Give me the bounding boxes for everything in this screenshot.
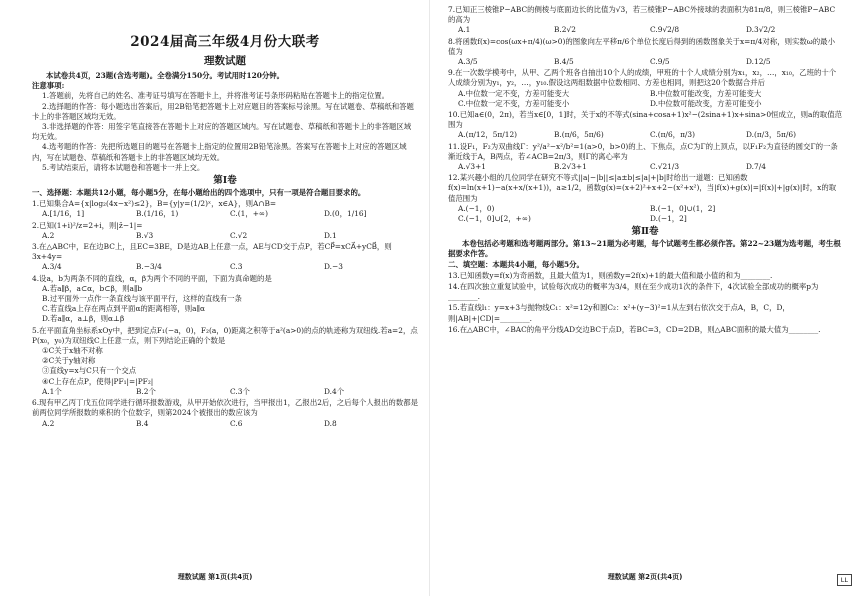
question-stem: 4.设a，b为两条不同的直线，α，β为两个不同的平面，下面为真命题的是: [32, 273, 272, 283]
option-item: B.过平面外一点作一条直线与该平面平行，这样的直线有一条: [42, 294, 242, 304]
question-sub-item: ①C关于x轴不对称: [42, 346, 103, 356]
question: [448, 68, 842, 109]
option-list: [448, 25, 842, 35]
option-item: A.2: [42, 418, 55, 428]
question: [448, 110, 842, 141]
question: [448, 5, 842, 36]
note-item: 3.非选择题的作答：用签字笔直接答在答题卡上对应的答题区域内。写在试题卷、草稿纸和答题卡上的非答题区域均无效。: [32, 122, 412, 142]
question-stem: 11.设F₁，F₂为双曲线Γ：y²/a²−x²/b²=1(a>0，b>0)的上、下焦点，点C为Γ的上顶点，以F₁F₂为直径的圆交Γ的一条渐近线于A，B两点，若∠ACB=2π/3，则Γ的离心率为: [448, 141, 838, 161]
option-list: [448, 130, 842, 140]
option-item: B.√3: [136, 230, 154, 240]
right-column: [448, 4, 842, 335]
footer-right: 理数试题 第2页(共4页): [607, 573, 683, 581]
option-item: D.1: [324, 230, 337, 240]
option-item: B.2√2: [554, 25, 576, 35]
question-stem: 7.已知正三棱锥P−ABC的侧棱与底面边长的比值为√3，若三棱锥P−ABC外接球的表面积为81π/8，则三棱锥P−ABC的高为: [448, 5, 836, 25]
option-item: A.3/5: [458, 57, 478, 67]
option-item: D.4个: [324, 386, 345, 396]
fill-question: 14.在四次独立重复试验中，试验每次成功的概率为3/4，则在至少成功1次的条件下，4次试验全部成功的概率p为________.: [448, 282, 819, 302]
option-item: D.8: [324, 418, 337, 428]
option-list: [448, 162, 842, 172]
exam-title: 2024届高三年级4月份大联考: [130, 34, 320, 50]
option-item: B.(−1，0]∪(1，2]: [650, 203, 716, 213]
option-item: D.(π/3，5π/6): [746, 130, 796, 140]
option-item: B.−3/4: [136, 262, 162, 272]
option-item: C.√21/3: [650, 162, 680, 172]
option-item: A.1个: [42, 386, 62, 396]
option-item: C.中位数一定不变，方差可能变小: [458, 98, 570, 108]
option-item: C.(1，+∞): [230, 209, 268, 219]
note-item: 1.答题前，先将自己的姓名、准考证号填写在答题卡上，并将准考证号条形码粘贴在答题卡上的指定位置。: [42, 91, 390, 101]
question: [448, 37, 842, 68]
option-item: B.2√3+1: [554, 162, 587, 172]
exam-subtitle: 理数试题: [204, 55, 246, 67]
option-item: A.若a∥β，a⊂α，b⊂β，则a∥b: [42, 283, 143, 293]
question: [32, 199, 418, 219]
option-list: [32, 231, 418, 241]
question: [32, 326, 418, 397]
question-stem: 3.在△ABC中，E在边BC上，且EC=3BE，D是边AB上任意一点，AE与CD交于点P，若CP⃗=xCA⃗+yCB⃗，则3x+4y=: [32, 242, 392, 262]
option-item: D.(0，1/16]: [324, 209, 367, 219]
option-item: A.√3+1: [458, 162, 486, 172]
question-stem: 9.在一次数学模考中，从甲、乙两个班各自抽出10个人的成绩，甲班的十个人成绩分别为x₁，x₂，…，x₁₀，乙班的十个人成绩分别为y₁，y₂，…，y₁₀.假设这两组数据中位数相同、方差也相同，则把这20个数据合并后: [448, 68, 837, 88]
option-item: C.3: [230, 262, 243, 272]
option-item: D.7/4: [746, 162, 766, 172]
option-list: [32, 419, 418, 429]
option-item: C.(π/6，π/3): [650, 130, 695, 140]
option-item: D.−3: [324, 262, 343, 272]
option-item: B.4/5: [554, 57, 574, 67]
option-item: A.(−1，0): [458, 203, 495, 213]
question-stem: 2.已知(1+i)²/z=2+i，则|z̄−1|=: [32, 220, 143, 230]
section2-title: 第Ⅱ卷: [631, 226, 659, 238]
option-item: D.若a∥α，a⊥β，则α⊥β: [42, 314, 125, 324]
question-sub-item: ②C关于y轴对称: [42, 356, 96, 366]
option-item: B.4: [136, 418, 149, 428]
section2-intro: 本卷包括必考题和选考题两部分。第13~21题为必考题，每个试题考生都必须作答。第22~23题为选考题，考生根据要求作答。: [448, 239, 841, 259]
option-item: A.中位数一定不变，方差可能变大: [458, 88, 570, 98]
option-list: [448, 89, 842, 109]
question-stem: 8.将函数f(x)=cos(ωx+π/4)(ω>0)的图象向左平移π/6个单位长度后得到的函数图象关于x=π/4对称，则实数ω的最小值为: [448, 36, 835, 56]
section2-part: 二、填空题：本题共4小题，每小题5分。: [448, 259, 584, 269]
question-stem: 12.某兴趣小组的几位同学在研究不等式||a|−|b||≤|a±b|≤|a|+|b|时给出一道题：已知函数f(x)=ln(x+1)−a(x+x/(x+1))，a≥1/2，函数g(x)=(x+2)²+x+2−(x²+x²)，当|f(x)+g(x)|=|f(x)|+|g(x)|时，x的取值范围为: [448, 173, 837, 203]
option-item: B.(π/6，5π/6): [554, 130, 604, 140]
question-stem: 5.在平面直角坐标系xOy中，把到定点F₁(−a，0)，F₂(a，0)距离之积等于a²(a>0)的点的轨迹称为双纽线.若a=2，点P(x₀，y₀)为双纽线C上任意一点，则下列结论正确的个数是: [32, 325, 418, 345]
question: [32, 221, 418, 241]
notes-title: 注意事项:: [32, 81, 65, 91]
question-sub-item: ③直线y=x与C只有一个交点: [42, 366, 137, 376]
option-item: C.√2: [230, 230, 248, 240]
option-list: [32, 387, 418, 397]
option-item: D.3√2/2: [746, 25, 776, 35]
option-list: [448, 57, 842, 67]
footer-left: 理数试题 第1页(共4页): [177, 573, 253, 581]
option-item: C.9/5: [650, 57, 670, 67]
option-item: C.(−1，0]∪[2，+∞): [458, 214, 531, 224]
option-item: A.3/4: [42, 262, 62, 272]
option-item: A.2: [42, 230, 55, 240]
option-list: [32, 284, 418, 325]
right-page: [430, 0, 860, 596]
option-item: C.若直线a上存在两点到平面α的距离相等，则a∥α: [42, 304, 205, 314]
note-item: 4.选考题的作答：先把所选题目的题号在答题卡上指定的位置用2B铅笔涂黑。答案写在答题卡上对应的答题区域内，写在试题卷、草稿纸和答题卡上的非答题区域均无效。: [32, 142, 407, 162]
question: [32, 398, 418, 429]
option-list: [32, 209, 418, 219]
option-item: B.(1/16，1): [136, 209, 179, 219]
option-item: A.1: [458, 25, 471, 35]
option-item: A.[1/16，1]: [42, 209, 85, 219]
option-list: [32, 262, 418, 272]
note-item: 2.选择题的作答：每小题选出答案后，用2B铅笔把答题卡上对应题目的答案标号涂黑。写在试题卷、草稿纸和答题卡上的非答题区域均无效。: [32, 101, 414, 121]
corner-mark: LL: [837, 574, 852, 586]
option-item: A.(π/12，5π/12): [458, 130, 518, 140]
option-item: D.12/5: [746, 57, 771, 67]
option-item: B.中位数可能改变，方差可能变大: [650, 88, 762, 98]
option-item: D.(−1，2]: [650, 214, 687, 224]
question: [448, 173, 842, 224]
section1-part: 一、选择题：本题共12小题，每小题5分，在每小题给出的四个选项中，只有一项是符合题目要求的。: [32, 188, 366, 198]
fill-question: 13.已知函数y=f(x)为奇函数，且最大值为1，则函数y=2f(x)+1的最大值和最小值的和为________.: [448, 270, 773, 280]
left-questions: [32, 199, 418, 428]
question-stem: 1.已知集合A={x|log₂(4x−x²)≤2}，B={y|y=(1/2)ˣ，x∈A}，则A∩B=: [32, 199, 277, 209]
question: [32, 274, 418, 325]
question: [448, 142, 842, 173]
right-questions: [448, 5, 842, 224]
option-item: B.2个: [136, 386, 156, 396]
exam-intro: 本试卷共4页，23题(含选考题)。全卷满分150分。考试用时120分钟。: [46, 71, 285, 80]
notes-list: [32, 91, 418, 173]
option-item: C.3个: [230, 386, 250, 396]
fill-question: 15.若直线l₁：y=x+3与抛物线C₁：x²=12y和圆C₂：x²+(y−3)²=1从左到右依次交于点A，B，C，D，则|AB|+|CD|=________.: [448, 303, 790, 323]
option-item: C.9√2/8: [650, 25, 680, 35]
question-sub-item: ④C上存在点P，使得|PF₁|=|PF₂|: [42, 376, 154, 386]
note-item: 5.考试结束后，请将本试题卷和答题卡一并上交。: [42, 162, 205, 172]
left-column: [32, 4, 418, 429]
option-item: D.中位数可能改变，方差可能变小: [650, 98, 762, 108]
question-stem: 10.已知a∈(0，2π)，若当x∈[0，1]时，关于x的不等式(sina+cosa+1)x²−(2sina+1)x+sina>0恒成立，则a的取值范围为: [448, 110, 842, 130]
fill-questions: [448, 271, 842, 335]
option-list: [448, 204, 842, 224]
option-item: C.6: [230, 418, 243, 428]
question-stem: 6.现有甲乙丙丁戊五位同学进行循环报数游戏，从甲开始依次进行，当甲报出1，乙报出2后，之后每个人报出的数都是前两位同学所报数的乘积的个位数字，则第2024个被报出的数应该为: [32, 398, 418, 418]
question: [32, 242, 418, 273]
section1-title: 第Ⅰ卷: [213, 175, 237, 187]
fill-question: 16.在△ABC中，∠BAC的角平分线AD交边BC于点D，若BC=3，CD=2DB，则△ABC面积的最大值为________.: [448, 324, 821, 334]
